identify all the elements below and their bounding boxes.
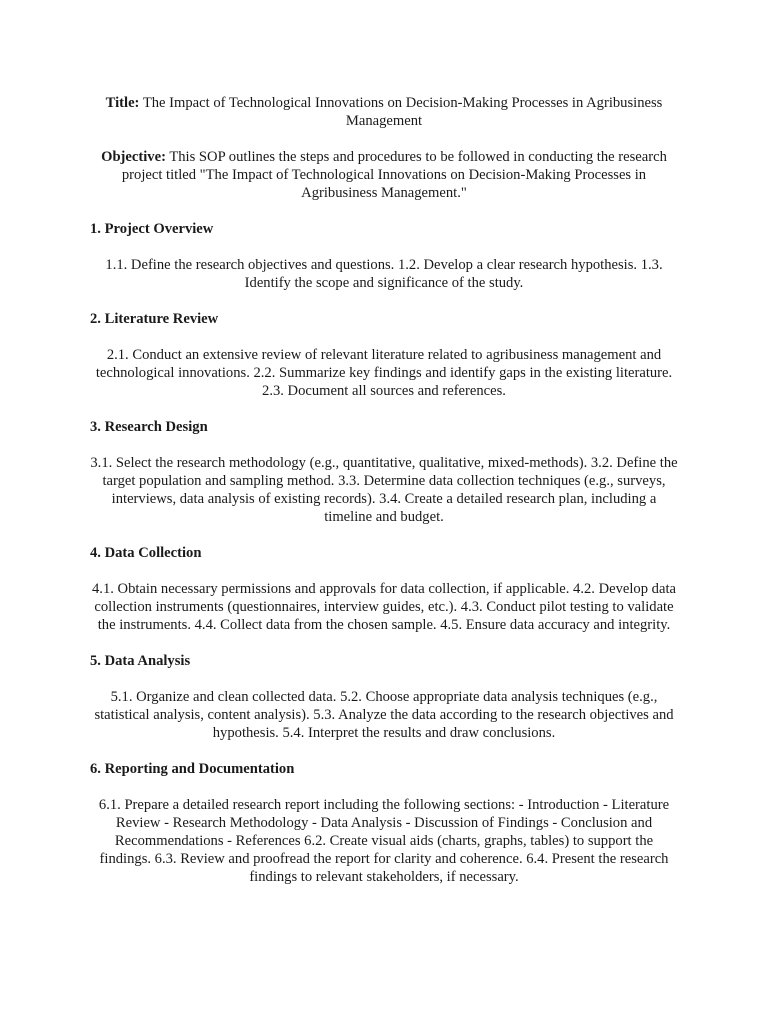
document-title: [90, 94, 678, 130]
title-label: Title:: [105, 95, 140, 111]
section-heading: 5. Data Analysis: [90, 653, 191, 669]
objective-label: Objective:: [101, 149, 166, 165]
section-reporting-documentation: [90, 760, 678, 886]
document-objective: [90, 148, 678, 202]
section-heading: 6. Reporting and Documentation: [90, 761, 295, 777]
section-body: 5.1. Organize and clean collected data. 5.2. Choose appropriate data analysis techniques (e.g., statistical analysis, content analysis). 5.3. Analyze the data according to the research objectives and hypothesis. 5.4. Interpret the results and draw conclusions.: [94, 689, 674, 741]
section-project-overview: [90, 220, 678, 292]
section-heading: 2. Literature Review: [90, 311, 219, 327]
section-heading: 4. Data Collection: [90, 545, 202, 561]
document-page: [90, 94, 678, 904]
section-research-design: [90, 418, 678, 526]
section-body: 6.1. Prepare a detailed research report including the following sections: - Introduction - Literature Review - Research Methodology - Data Analysis - Discussion of Findings - Conclusion and Recommendations - References 6.2. Create visual aids (charts, graphs, tables) to support the findings. 6.3. Review and proofread the report for clarity and coherence. 6.4. Present the research findings to relevant stakeholders, if necessary.: [98, 797, 670, 885]
section-heading: 3. Research Design: [90, 419, 208, 435]
section-body: 3.1. Select the research methodology (e.g., quantitative, qualitative, mixed-methods). 3.2. Define the target population and sampling method. 3.3. Determine data collection techniques (e.g., surveys, interviews, data analysis of existing records). 3.4. Create a detailed research plan, including a timeline and budget.: [90, 455, 678, 525]
section-body: 1.1. Define the research objectives and questions. 1.2. Develop a clear research hypothesis. 1.3. Identify the scope and significance of the study.: [105, 257, 663, 291]
section-heading: 1. Project Overview: [90, 221, 214, 237]
section-data-collection: [90, 544, 678, 634]
section-body: 2.1. Conduct an extensive review of relevant literature related to agribusiness management and technological innovations. 2.2. Summarize key findings and identify gaps in the existing literature. 2.3. Document all sources and references.: [95, 347, 673, 399]
objective-text: This SOP outlines the steps and procedures to be followed in conducting the research project titled "The Impact of Technological Innovations on Decision-Making Processes in Agribusiness Management.": [121, 149, 667, 201]
section-data-analysis: [90, 652, 678, 742]
section-body: 4.1. Obtain necessary permissions and approvals for data collection, if applicable. 4.2. Develop data collection instruments (questionnaires, interview guides, etc.). 4.3. Conduct pilot testing to validate the instruments. 4.4. Collect data from the chosen sample. 4.5. Ensure data accuracy and integrity.: [92, 581, 676, 633]
title-text: The Impact of Technological Innovations on Decision-Making Processes in Agribusiness Management: [142, 95, 663, 129]
section-literature-review: [90, 310, 678, 400]
